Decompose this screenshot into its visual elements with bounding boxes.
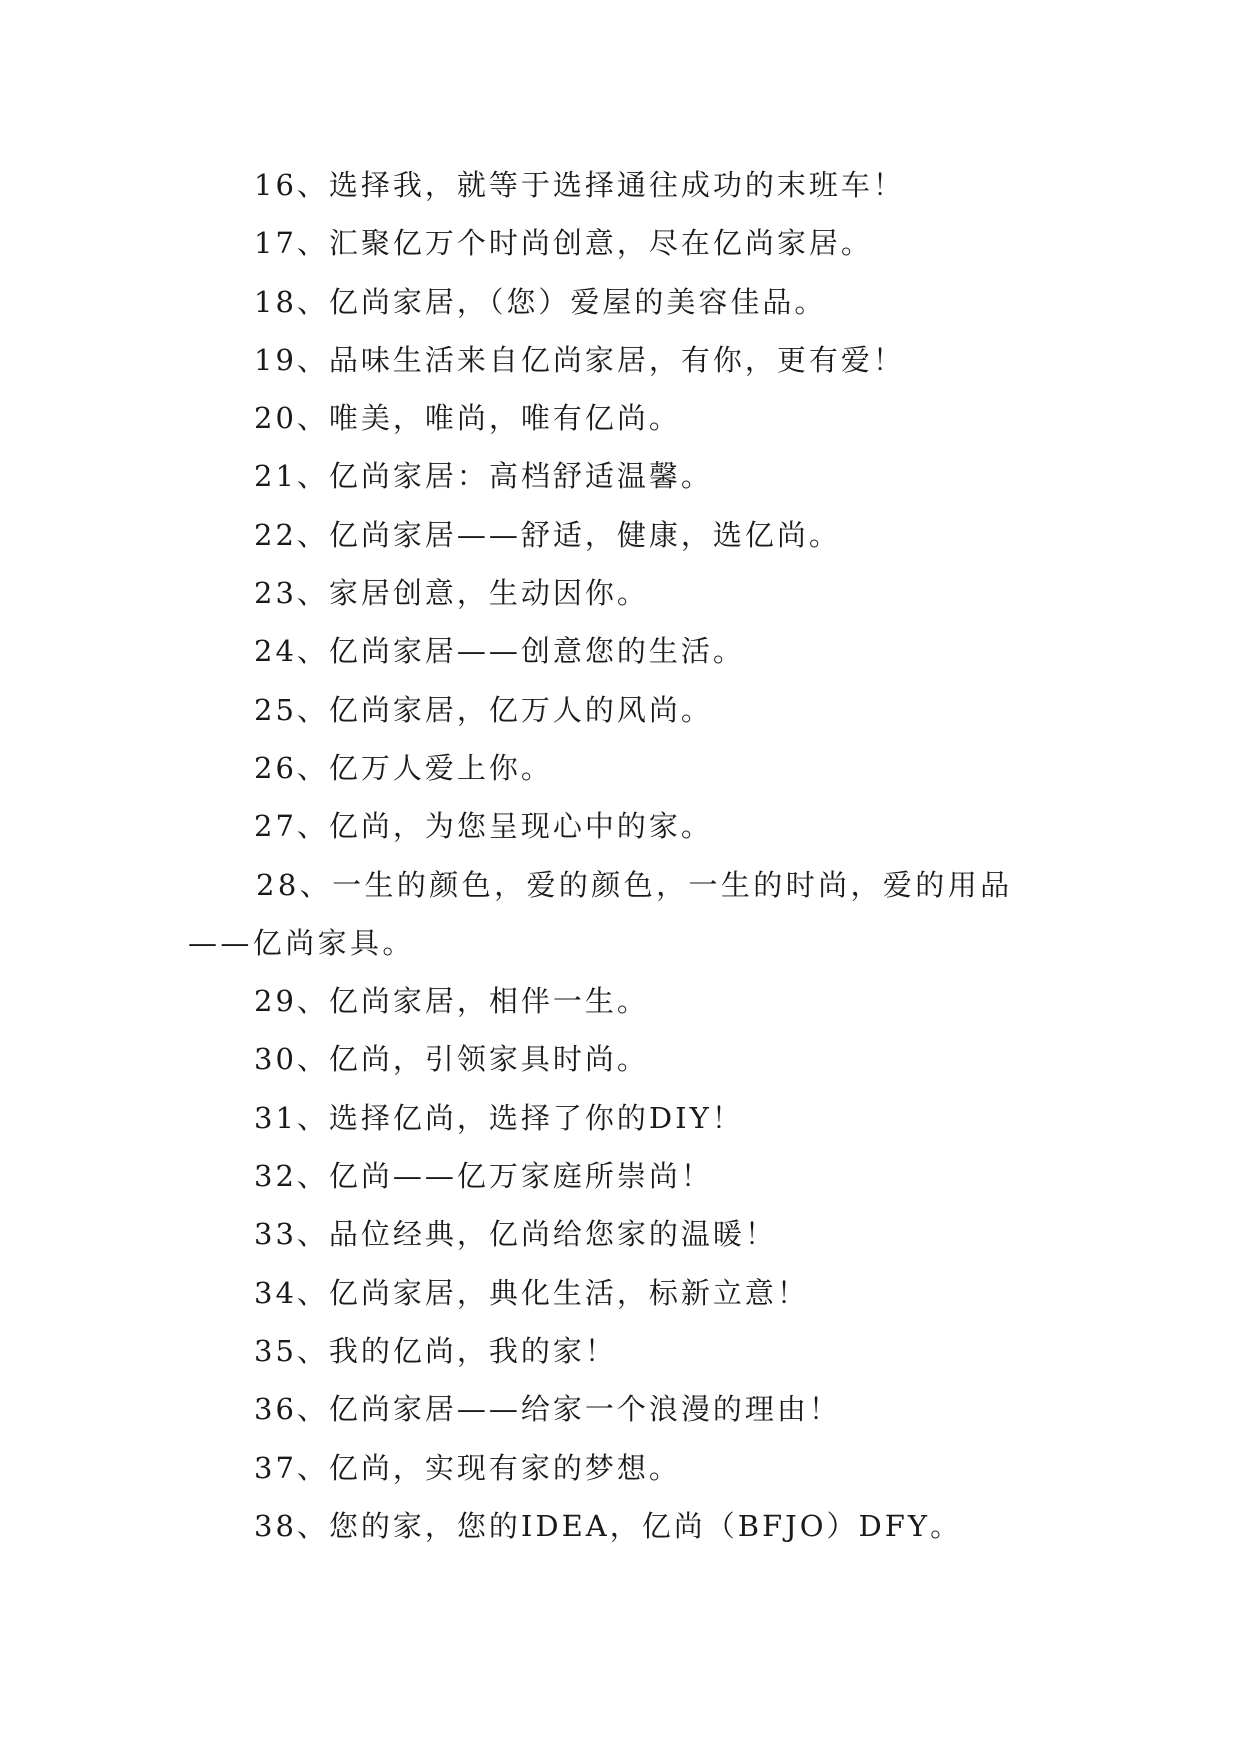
list-item: 18、亿尚家居，（您）爱屋的美容佳品。 bbox=[254, 284, 827, 319]
list-item: 37、亿尚，实现有家的梦想。 bbox=[254, 1450, 681, 1485]
list-item: 21、亿尚家居：高档舒适温馨。 bbox=[254, 459, 713, 494]
list-item: 30、亿尚，引领家具时尚。 bbox=[254, 1042, 649, 1077]
list-item: 29、亿尚家居，相伴一生。 bbox=[254, 984, 649, 1019]
list-item: 31、选择亿尚，选择了你的DIY！ bbox=[254, 1100, 744, 1135]
list-item: 36、亿尚家居——给家一个浪漫的理由！ bbox=[254, 1392, 841, 1427]
list-item: 28、一生的颜色，爱的颜色，一生的时尚，爱的用品——亿尚家具。 bbox=[188, 867, 1013, 960]
list-item: 17、汇聚亿万个时尚创意，尽在亿尚家居。 bbox=[254, 226, 873, 261]
list-item: 35、我的亿尚，我的家！ bbox=[254, 1333, 617, 1368]
list-item: 38、您的家，您的IDEA，亿尚（BFJO）DFY。 bbox=[254, 1508, 963, 1543]
list-item: 24、亿尚家居——创意您的生活。 bbox=[254, 634, 745, 669]
list-item: 27、亿尚，为您呈现心中的家。 bbox=[254, 809, 713, 844]
list-item: 25、亿尚家居，亿万人的风尚。 bbox=[254, 692, 713, 727]
slogan-list bbox=[188, 156, 1058, 1555]
list-item: 32、亿尚——亿万家庭所崇尚！ bbox=[254, 1159, 713, 1194]
list-item: 23、家居创意，生动因你。 bbox=[254, 576, 649, 611]
list-item: 34、亿尚家居，典化生活，标新立意！ bbox=[254, 1275, 809, 1310]
list-item: 33、品位经典，亿尚给您家的温暖！ bbox=[254, 1217, 777, 1252]
list-item: 20、唯美，唯尚，唯有亿尚。 bbox=[254, 401, 681, 436]
list-item: 19、品味生活来自亿尚家居，有你，更有爱！ bbox=[254, 342, 905, 377]
list-item: 26、亿万人爱上你。 bbox=[254, 750, 553, 785]
list-item: 16、选择我，就等于选择通往成功的末班车！ bbox=[254, 168, 905, 202]
list-item: 22、亿尚家居——舒适，健康，选亿尚。 bbox=[254, 517, 841, 552]
